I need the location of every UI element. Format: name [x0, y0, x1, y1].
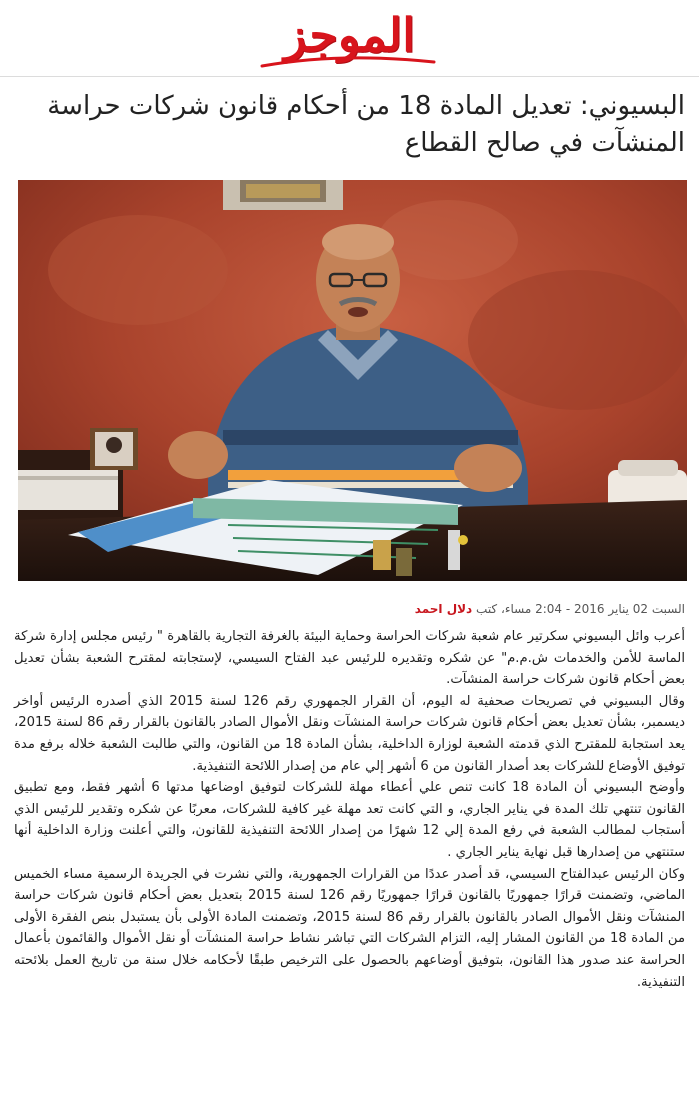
site-logo[interactable]: الموجز	[284, 8, 415, 62]
article-body	[14, 626, 685, 993]
by-label: كتب	[476, 602, 498, 616]
article-paragraph: أعرب وائل البسيوني سكرتير عام شعبة شركات الحراسة وحماية البيئة بالغرفة التجارية بالقاهرة " رئيس مجلس إدارة شركة الماسة للأمن والخدمات ش.م.م" عن شكره وتقديره للرئيس عبد الفتاح السيسي، لإستجابته لمقترح الشعبة بشأن تعديل بعض أحكام قانون شركات حراسة المنشآت.	[14, 629, 685, 688]
article-headline: البسيوني: تعديل المادة 18 من أحكام قانون شركات حراسة المنشآت في صالح القطاع	[47, 91, 685, 158]
article-paragraph: وكان الرئيس عبدالفتاح السيسي، قد أصدر عددًا من القرارات الجمهورية، والتي نشرت في الجريدة الرسمية مساء الخميس الماضي، وتضمنت قرارًا جمهوريًا بالقانون قرارًا جمهوريًا رقم 126 لسنة 2015 بتعديل بعض أحكام قانون شركات حراسة المنشآت ونقل الأموال الصادر بالقانون بالقرار رقم 86 لسنة 2015، وتضمنت المادة الأولى بأن يستبدل بنص الفقرة الأولى من المادة 18 من القانون المشار إليه، التزام الشركات التي تباشر نشاط حراسة المنشآت أو نقل الأموال والقائمون بأعمال الحراسة عند صدور هذا القانون، بتوفيق أوضاعهم بالحصول على الترخيص طبقًا لأحكامه خلال سنة من تاريخ العمل بلائحته التنفيذية.	[14, 866, 686, 990]
article-date: السبت 02 يناير 2016 - 2:04 مساء،	[500, 602, 685, 616]
photo-illustration	[18, 180, 687, 581]
logo-swoosh-icon	[258, 54, 438, 70]
article-meta	[14, 600, 685, 618]
masthead	[0, 0, 699, 77]
article-paragraph: وقال البسيوني في تصريحات صحفية له اليوم، أن القرار الجمهوري رقم 126 لسنة 2015 الذي أصدره الرئيس أواخر ديسمبر، بشأن تعديل بعض أحكام قانون شركات حراسة المنشآت ونقل الأموال الصادر بالقانون بالقرار رقم 86 لسنة 2015، يعد استجابة للمقترح الذي قدمته الشعبة لوزارة الداخلية، بشأن المادة 18 من القانون، والتي طالبت الشعبة خلاله برفع مدة توفيق الأوضاع للشركات بعد أصدار القانون من 6 أشهر إلي عام من إصدار اللائحة التنفيذية.	[14, 693, 686, 774]
author-link[interactable]: دلال احمد	[414, 602, 473, 616]
article-photo	[18, 180, 687, 581]
article-paragraph: وأوضح البسيوني أن المادة 18 كانت تنص علي أعطاء مهلة للشركات لتوفيق اوضاعها مدتها 6 أشهر فقط، ومع تطبيق القانون تنتهي تلك المدة في يناير الجاري، و التي كانت تعد مهلة غير كافية للشركات، معربًا عن شكره وتقدير للرئيس الذي أستجاب لمطالب الشعبة في رفع المدة إلي 12 شهرًا من إصدار اللائحة التنفيذية للقانون، والتي أعلنت وزارة الداخلية أنها ستنتهي من إصدارها قبل نهاية يناير الجاري .	[14, 780, 686, 860]
